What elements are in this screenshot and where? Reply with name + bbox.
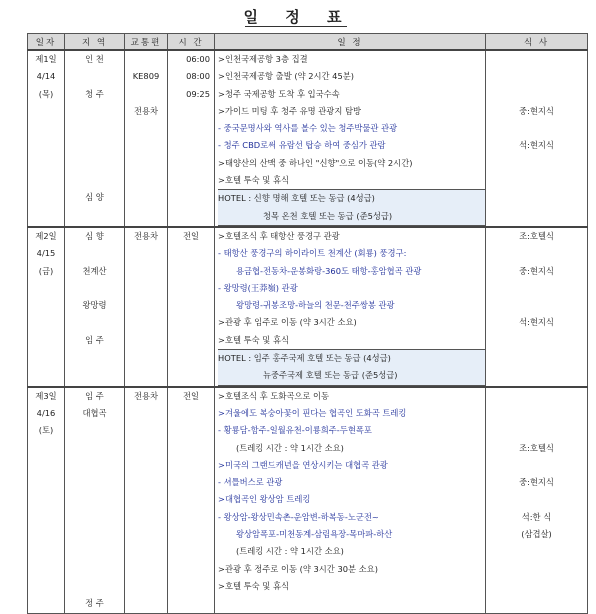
- schedule-line: - 황룡담-함주-일월유천-이룡희주-두현폭포: [218, 425, 372, 436]
- transport-cell-line: KE809: [132, 71, 160, 82]
- time-cell-line: 전일: [182, 230, 200, 241]
- region-cell-line: [65, 172, 124, 189]
- schedule-line: >호텔 투숙 및 휴식: [218, 334, 289, 345]
- schedule-line: >호텔 투숙 및 휴식: [218, 580, 289, 591]
- region-cell: [65, 227, 125, 387]
- day-row: [28, 227, 588, 387]
- date-cell: [28, 227, 65, 387]
- transport-cell-line: [125, 86, 167, 103]
- meal-cell-line: 중:현지식: [519, 105, 554, 116]
- region-cell-line: 인 천: [85, 54, 104, 64]
- day-row: [28, 387, 588, 613]
- schedule-line: >대협곡인 왕상암 트레킹: [218, 494, 311, 505]
- time-cell-line: 전일: [182, 390, 200, 401]
- header-time: 시 간: [168, 34, 215, 51]
- time-cell-line: 09:25: [186, 88, 210, 99]
- region-cell-line: [65, 103, 124, 120]
- time-cell: [168, 387, 215, 613]
- meal-cell-line: 석:현지식: [519, 140, 554, 151]
- region-cell-line: [65, 543, 124, 560]
- header-region: 지 역: [65, 34, 125, 51]
- day-row: [28, 50, 588, 227]
- schedule-line: >미국의 그랜드캐년을 연상시키는 대협곡 관광: [218, 459, 388, 470]
- date-cell-line: 제1일: [35, 54, 57, 64]
- schedule-line: >청주 국제공항 도착 후 입국수속: [218, 88, 340, 99]
- region-cell-line: [65, 578, 124, 595]
- hotel-line: HOTEL : 임주 홍주국제 호텔 또는 동급 (4성급): [218, 353, 391, 364]
- region-cell-line: 천계산: [82, 265, 107, 276]
- time-cell: [168, 50, 215, 227]
- region-cell-line: [65, 491, 124, 508]
- schedule-line: 왕망령-귀봉조망-하늘의 천문-천주쌍봉 관광: [236, 300, 395, 311]
- schedule-body: [28, 50, 588, 613]
- transport-cell: [125, 387, 168, 613]
- meal-cell-line: [486, 245, 587, 262]
- title-underline: [245, 26, 347, 27]
- date-cell-line: (토): [38, 425, 54, 436]
- region-cell-line: [65, 314, 124, 331]
- schedule-line: >호텔조식 후 태항산 풍경구 관광: [218, 230, 340, 241]
- date-cell-line: 4/15: [36, 248, 56, 259]
- schedule-table: [27, 33, 588, 614]
- schedule-line: - 청주 CBD로써 유람선 탑승 하여 중심가 관람: [218, 140, 386, 151]
- header-meal: 식 사: [486, 34, 588, 51]
- schedule-line: >호텔 투숙 및 휴식: [218, 175, 289, 186]
- meal-cell: [486, 227, 588, 387]
- schedule-line: (트레킹 시간 : 약 1시간 소요): [236, 442, 344, 453]
- region-cell-line: [65, 457, 124, 474]
- schedule-line: 용금협-전동차-운봉화랑-360도 태항-홍암협곡 관광: [236, 265, 422, 276]
- transport-cell: [125, 50, 168, 227]
- region-cell-line: 왕망령: [82, 300, 107, 311]
- region-cell-line: [65, 280, 124, 297]
- schedule-line: >인천국제공항 3층 집결: [218, 54, 308, 64]
- schedule-line: (트레킹 시간 : 약 1시간 소요): [236, 546, 344, 557]
- schedule-line: - 태항산 풍경구의 하이라이트 천계산 (회룡) 풍경구:: [218, 248, 407, 259]
- region-cell-line: [65, 474, 124, 491]
- meal-cell-line: [486, 120, 587, 137]
- date-cell-line: 제2일: [35, 230, 57, 241]
- meal-cell-line: 석:한 식: [521, 511, 552, 522]
- meal-cell-line: (삼겹살): [521, 529, 552, 540]
- schedule-line: >호텔조식 후 도화곡으로 이동: [218, 390, 330, 401]
- meal-cell-line: [486, 280, 587, 297]
- region-cell: [65, 50, 125, 227]
- region-cell-line: [65, 245, 124, 262]
- schedule-line: >겨울에도 복숭아꽃이 핀다는 협곡인 도화곡 트레킹: [218, 407, 407, 418]
- schedule-line: - 셔틀버스로 관광: [218, 477, 283, 488]
- schedule-line: 왕상암폭포-미천동계-삼림욕장-목마파-하산: [236, 529, 393, 540]
- meal-cell-line: [486, 388, 587, 405]
- date-cell-line: 4/16: [36, 407, 56, 418]
- date-cell-line: 제3일: [35, 390, 57, 401]
- region-cell-line: 임 주: [85, 390, 104, 401]
- meal-cell-line: 석:현지식: [519, 317, 554, 328]
- date-cell-line: 4/14: [36, 71, 56, 82]
- transport-cell-line: 전용차: [133, 230, 159, 241]
- meal-cell-line: [486, 68, 587, 85]
- schedule-cell: [215, 387, 486, 613]
- region-cell-line: 임 주: [85, 334, 104, 345]
- schedule-line: >태양산의 산맥 중 하나인 "신향"으로 이동(약 2시간): [218, 157, 413, 168]
- hotel-line: HOTEL : 신향 명해 호텔 또는 동급 (4성급): [218, 193, 375, 204]
- region-cell-line: [65, 440, 124, 457]
- region-cell-line: [65, 120, 124, 137]
- region-cell-line: [65, 561, 124, 578]
- date-cell-line: (목): [38, 88, 54, 99]
- meal-cell-line: [486, 86, 587, 103]
- header-date: 일자: [28, 34, 65, 51]
- region-cell: [65, 387, 125, 613]
- transport-cell: [125, 227, 168, 387]
- hotel-line: 뉴중주국제 호텔 또는 동급 (준5성급): [263, 370, 398, 381]
- region-cell-line: [65, 509, 124, 526]
- transport-cell-line: 전용차: [133, 390, 159, 401]
- schedule-cell: [215, 227, 486, 387]
- schedule-line: >관광 후 임주로 이동 (약 3시간 소요): [218, 317, 357, 328]
- region-cell-line: [65, 155, 124, 172]
- meal-cell-line: 중:현지식: [519, 265, 554, 276]
- time-cell-line: 08:00: [186, 71, 210, 82]
- meal-cell: [486, 387, 588, 613]
- schedule-line: >가이드 미팅 후 청주 유명 관광지 탐방: [218, 105, 361, 116]
- region-cell-line: [65, 137, 124, 154]
- transport-cell-line: 전용차: [133, 105, 159, 116]
- schedule-line: - 왕상암-왕상민속촌-운암변-하복동-노군전~: [218, 511, 379, 522]
- region-cell-line: 대협곡: [82, 407, 107, 418]
- region-cell-line: [65, 422, 124, 439]
- meal-cell-line: [486, 297, 587, 314]
- transport-cell-line: [125, 51, 167, 68]
- date-cell: [28, 387, 65, 613]
- meal-cell-line: 조:호텔식: [519, 442, 554, 453]
- schedule-cell: [215, 50, 486, 227]
- meal-cell-line: [486, 491, 587, 508]
- schedule-line: >인천국제공항 출발 (약 2시간 45분): [218, 71, 354, 82]
- region-cell-line: 청 주: [85, 88, 104, 99]
- region-cell-line: 정 주: [85, 598, 104, 609]
- schedule-line: >관광 후 정주로 이동 (약 3시간 30분 소요): [218, 563, 378, 574]
- meal-cell-line: 중:현지식: [519, 477, 554, 488]
- time-cell-line: 06:00: [186, 54, 210, 64]
- page-title: 일 정 표: [243, 8, 353, 26]
- meal-cell-line: [486, 51, 587, 68]
- date-cell-line: (금): [38, 265, 54, 276]
- hotel-box: [218, 349, 485, 386]
- time-cell: [168, 227, 215, 387]
- meal-cell-line: [486, 405, 587, 422]
- hotel-box: [218, 189, 485, 226]
- meal-cell-line: [486, 457, 587, 474]
- header-transport: 교통편: [125, 34, 168, 51]
- schedule-line: - 중국문명사와 역사를 볼수 있는 청주박물관 관광: [218, 123, 398, 134]
- meal-cell-line: [486, 422, 587, 439]
- schedule-line: - 왕망령(王莽嶺) 관광: [218, 282, 298, 293]
- region-cell-line: [65, 68, 124, 85]
- meal-cell-line: 조:호텔식: [519, 230, 554, 241]
- meal-cell: [486, 50, 588, 227]
- region-cell-line: 심 양: [85, 192, 104, 203]
- header-schedule: 일 정: [215, 34, 486, 51]
- header-row: [28, 34, 588, 51]
- date-cell: [28, 50, 65, 227]
- hotel-line: 청목 온천 호텔 또는 동급 (준5성급): [263, 210, 393, 221]
- region-cell-line: [65, 526, 124, 543]
- region-cell-line: 심 향: [85, 230, 104, 241]
